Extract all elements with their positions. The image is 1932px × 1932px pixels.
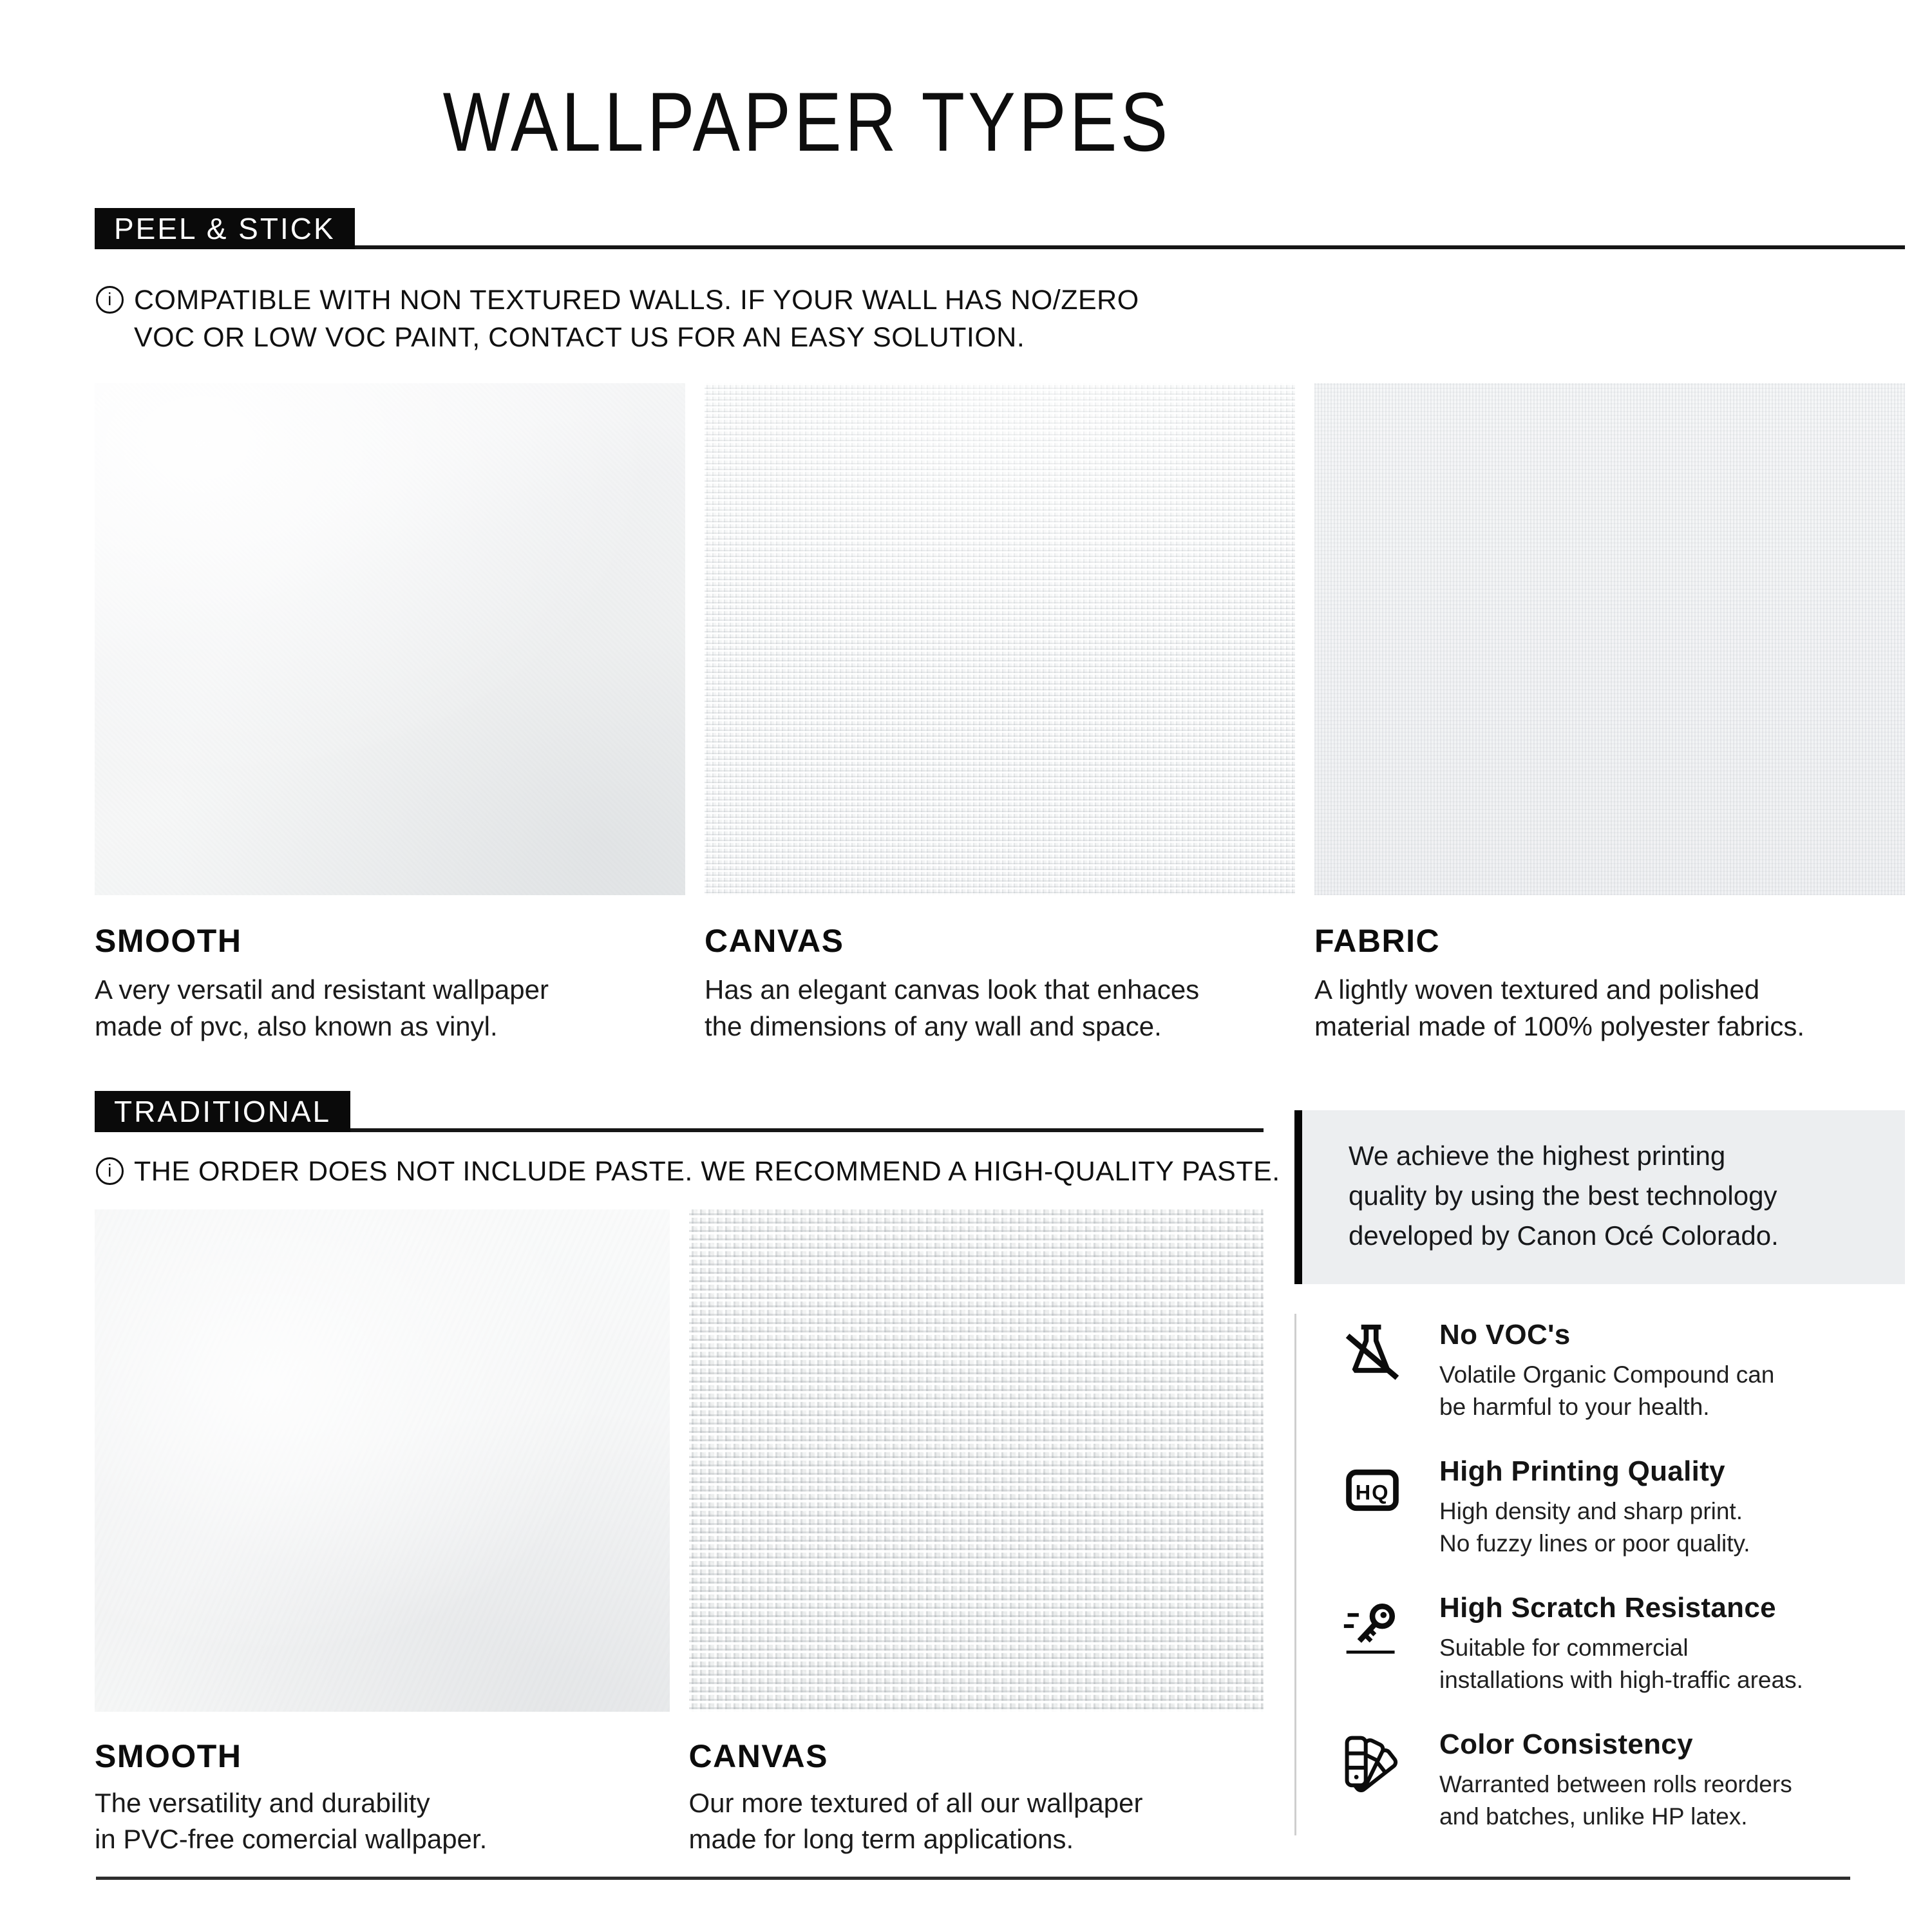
feature-text [1439,1319,1774,1423]
feature-color-consistency [1341,1728,1905,1833]
peel-stick-badge: PEEL & STICK [95,208,355,249]
card-description: A lightly woven textured and polished material made of 100% polyester fabrics. [1314,974,1805,1041]
peel-stick-note [95,281,1905,356]
traditional-note-text: THE ORDER DOES NOT INCLUDE PASTE. WE RECOMMEND A HIGH-QUALITY PASTE. [134,1155,1280,1187]
canvas-texture-swatch [705,383,1295,895]
feature-title: No VOC's [1439,1318,1571,1350]
traditional-cards [95,1209,1264,1857]
color-swatches-icon [1341,1728,1403,1798]
sidebar [1294,1091,1905,1835]
bottom-rule [96,1877,1850,1880]
feature-list [1296,1319,1905,1835]
print-quality-callout [1294,1110,1905,1284]
feature-description: Warranted between rolls reorders and batches, unlike HP latex. [1439,1770,1792,1830]
card-label: FABRIC [1314,922,1441,959]
features-block [1294,1314,1905,1835]
fabric-texture-swatch [1314,383,1905,895]
feature-text [1439,1728,1792,1833]
feature-title: High Scratch Resistance [1439,1591,1776,1624]
card-label: SMOOTH [95,1738,242,1774]
info-icon: i [96,1157,124,1185]
card-traditional-smooth [95,1209,670,1857]
info-icon: i [96,286,124,314]
print-quality-text: We achieve the highest printing quality by using the best technology developed by Canon Océ Colorado. [1302,1110,1905,1284]
feature-high-scratch-resistance [1341,1592,1905,1696]
card-description: Our more textured of all our wallpaper made for long term applications. [688,1787,1143,1854]
lower-region [95,1091,1905,1857]
feature-high-printing-quality [1341,1455,1905,1560]
section-peel-stick [95,208,1905,1045]
peel-stick-header-rule [355,245,1905,249]
traditional-header-rule [350,1128,1264,1132]
canvas-texture-swatch [689,1209,1264,1712]
feature-description: High density and sharp print. No fuzzy lines or poor quality. [1439,1497,1750,1557]
card-traditional-canvas [689,1209,1264,1857]
feature-description: Suitable for commercial installations with high-traffic areas. [1439,1634,1803,1693]
feature-text [1439,1455,1750,1560]
card-description: A very versatil and resistant wallpaper made of pvc, also known as vinyl. [95,974,549,1041]
feature-title: Color Consistency [1439,1728,1693,1760]
card-label: SMOOTH [95,922,242,959]
scratch-resistance-key-icon [1341,1592,1403,1662]
accent-bar [1294,1110,1302,1284]
feature-description: Volatile Organic Compound can be harmful to your health. [1439,1361,1775,1420]
smooth-texture-swatch [95,383,685,895]
feature-text [1439,1592,1803,1696]
traditional-note [95,1153,1280,1190]
card-description: Has an elegant canvas look that enhaces the dimensions of any wall and space. [705,974,1200,1041]
page-title: WALLPAPER TYPES [442,75,1171,169]
card-peel-stick-fabric [1314,383,1905,1045]
card-peel-stick-smooth [95,383,685,1045]
card-label: CANVAS [705,922,844,959]
no-voc-icon [1341,1319,1403,1388]
peel-stick-note-text: COMPATIBLE WITH NON TEXTURED WALLS. IF YOUR WALL HAS NO/ZERO VOC OR LOW VOC PAINT, CONTACT US FOR AN EASY SOLUTION. [134,284,1139,353]
peel-stick-header [95,208,1905,249]
card-description: The versatility and durability in PVC-free comercial wallpaper. [95,1787,488,1854]
card-peel-stick-canvas [705,383,1295,1045]
svg-text:HQ: HQ [1355,1479,1390,1504]
section-traditional [95,1091,1280,1857]
card-label: CANVAS [688,1738,828,1774]
hq-badge-icon [1341,1455,1403,1525]
peel-stick-cards [95,383,1905,1045]
traditional-badge: TRADITIONAL [95,1091,350,1132]
smooth-texture-swatch [95,1209,670,1712]
feature-no-vocs [1341,1319,1905,1423]
traditional-header [95,1091,1264,1132]
feature-title: High Printing Quality [1439,1455,1725,1487]
